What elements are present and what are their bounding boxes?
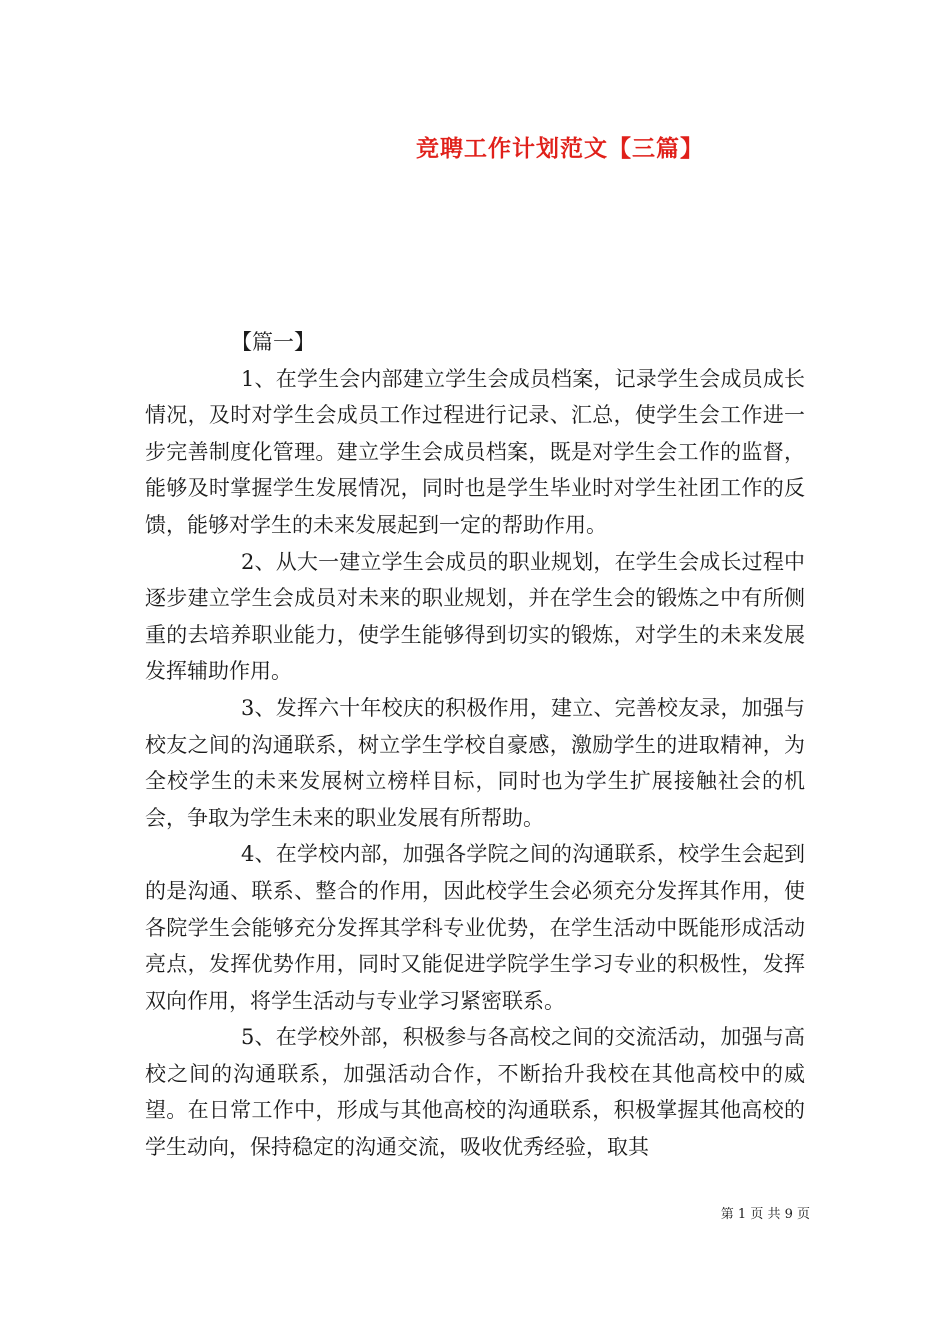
paragraph-2: 2、从大一建立学生会成员的职业规划，在学生会成长过程中逐步建立学生会成员对未来的职业规划，并在学生会的锻炼之中有所侧重的去培养职业能力，使学生能够得到切实的锻炼，对学生的未来发展发挥辅助作用。 bbox=[145, 549, 805, 684]
paragraph-4: 4、在学校内部，加强各学院之间的沟通联系，校学生会起到的是沟通、联系、整合的作用，因此校学生会必须充分发挥其作用，使各院学生会能够充分发挥其学科专业优势，在学生活动中既能形成活动亮点，发挥优势作用，同时又能促进学院学生学习专业的积极性，发挥双向作用，将学生活动与专业学习紧密联系。 bbox=[145, 842, 805, 1013]
section-heading: 【篇一】 bbox=[231, 330, 315, 354]
paragraph-3: 3、发挥六十年校庆的积极作用，建立、完善校友录，加强与校友之间的沟通联系，树立学生学校自豪感，激励学生的进取精神，为全校学生的未来发展树立榜样目标，同时也为学生扩展接触社会的机会，争取为学生未来的职业发展有所帮助。 bbox=[145, 695, 805, 830]
document-title: 竞聘工作计划范文【三篇】 bbox=[416, 135, 704, 162]
paragraph-5: 5、在学校外部，积极参与各高校之间的交流活动，加强与高校之间的沟通联系，加强活动合作，不断抬升我校在其他高校中的威望。在日常工作中，形成与其他高校的沟通联系，积极掌握其他高校的学生动向，保持稳定的沟通交流，吸收优秀经验，取其 bbox=[145, 1025, 805, 1160]
page-number-footer: 第 1 页 共 9 页 bbox=[720, 1207, 810, 1222]
paragraph-1: 1、在学生会内部建立学生会成员档案，记录学生会成员成长情况，及时对学生会成员工作过程进行记录、汇总，使学生会工作进一步完善制度化管理。建立学生会成员档案，既是对学生会工作的监督，能够及时掌握学生发展情况，同时也是学生毕业时对学生社团工作的反馈，能够对学生的未来发展起到一定的帮助作用。 bbox=[145, 366, 805, 537]
document-body bbox=[145, 324, 805, 1166]
